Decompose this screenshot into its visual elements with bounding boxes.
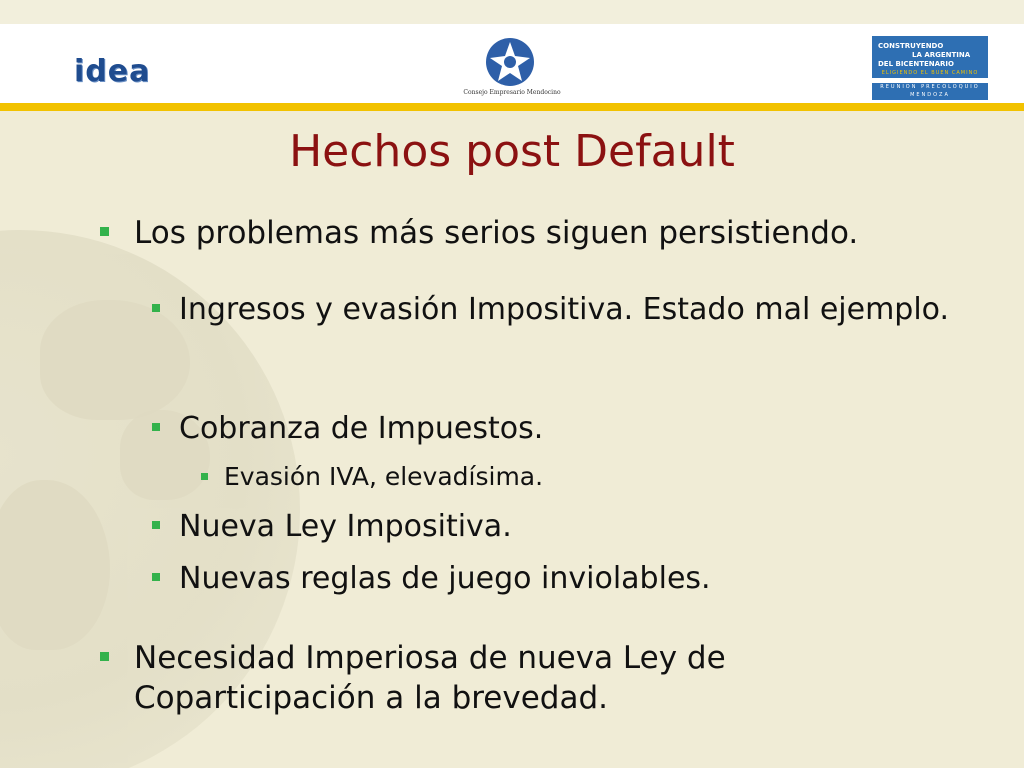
cem-logo [462,36,562,98]
badge-line3: DEL BICENTENARIO [878,60,954,68]
bullet-square-icon [152,423,160,431]
badge-subtitle: ELIGIENDO EL BUEN CAMINO [881,70,979,76]
bullet-item [134,213,994,253]
badge-bottom-panel [872,83,988,100]
badge-line2: LA ARGENTINA [912,51,971,59]
badge-bottom-line2: MENDOZA [910,92,950,98]
header-top-strip [0,0,1024,24]
bullet-square-icon [201,473,208,480]
bullet-item [224,461,964,493]
bullet-text: Nueva Ley Impositiva. [179,509,512,544]
bullet-item [179,409,959,449]
header-bar [0,0,1024,103]
bullet-square-icon [100,652,109,661]
idea-logo: idea [74,54,151,89]
cem-logo-text: Consejo Empresario Mendocino [463,89,561,96]
bullet-text: Cobranza de Impuestos. [179,411,544,446]
bullet-text: Ingresos y evasión Impositiva. Estado mal ejemplo. [179,292,950,327]
bullet-text: Los problemas más serios siguen persistiendo. [134,215,859,251]
badge-bottom-line1: REUNION PRECOLOQUIO [880,84,980,90]
bullet-item [179,559,959,599]
bullet-square-icon [152,521,160,529]
bullet-text: Nuevas reglas de juego inviolables. [179,561,711,596]
badge-line1: CONSTRUYENDO [878,42,944,50]
badge-top-panel [872,36,988,78]
bullet-square-icon [152,304,160,312]
header-divider-rule [0,103,1024,111]
bullet-square-icon [152,573,160,581]
bullet-item [179,507,959,547]
bullet-square-icon [100,227,109,236]
slide-title: Hechos post Default [289,126,735,177]
bullet-item [134,638,834,718]
bicentenario-badge [872,36,988,100]
bullet-text: Necesidad Imperiosa de nueva Ley de Coparticipación a la brevedad. [134,640,726,716]
bullet-text: Evasión IVA, elevadísima. [224,462,544,491]
bullet-item [179,290,959,330]
cem-emblem-icon [484,36,536,88]
